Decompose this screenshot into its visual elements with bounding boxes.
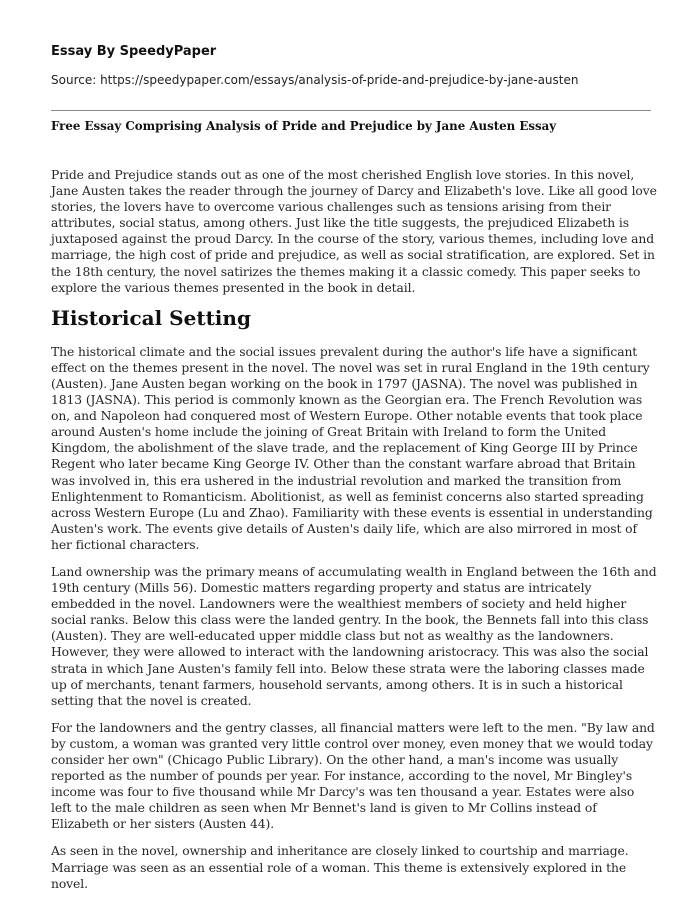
essay-title: Free Essay Comprising Analysis of Pride and Prejudice by Jane Austen Essay xyxy=(51,119,557,133)
brand-title: Essay By SpeedyPaper xyxy=(51,44,217,59)
body-paragraph-4: As seen in the novel, ownership and inheritance are closely linked to courtship and marriage. Marriage was seen as an essential role of a woman. This theme is extensively explored in the novel. xyxy=(51,844,629,891)
source-line: Source: https://speedypaper.com/essays/analysis-of-pride-and-prejudice-by-jane-austen xyxy=(51,73,579,87)
header-divider xyxy=(51,110,651,111)
intro-paragraph: Pride and Prejudice stands out as one of the most cherished English love stories. In this novel, Jane Austen takes the reader through the journey of Darcy and Elizabeth's love. Like all good love stories, the lovers have to overcome various challenges such as tensions arising from their attributes, social status, among others. Just like the title suggests, the prejudiced Elizabeth is juxtaposed against the proud Darcy. In the course of the story, various themes, including love and marriage, the high cost of pride and prejudice, as well as social stratification, are explored. Set in the 18th century, the novel satirizes the themes making it a classic comedy. This paper seeks to explore the various themes presented in the book in detail. xyxy=(51,168,657,295)
body-paragraph-2: Land ownership was the primary means of accumulating wealth in England between the 16th and 19th century (Mills 56). Domestic matters regarding property and status are intricately embedded in the novel. Landowners were the wealthiest members of society and held higher social ranks. Below this class were the landed gentry. In the book, the Bennets fall into this class (Austen). They are well-educated upper middle class but not as wealthy as the landowners. However, they were allowed to interact with the landowning aristocracy. This was also the social strata in which Jane Austen's family fell into. Below these strata were the laboring classes made up of merchants, tenant farmers, household servants, among others. It is in such a historical setting that the novel is created. xyxy=(51,564,657,708)
essay-body xyxy=(51,167,657,903)
body-paragraph-3: For the landowners and the gentry classes, all financial matters were left to the men. "By law and by custom, a woman was granted very little control over money, even money that we would today consider her own" (Chicago Public Library). On the other hand, a man's income was usually reported as the number of pounds per year. For instance, according to the novel, Mr Bingley's income was four to five thousand while Mr Darcy's was ten thousand a year. Estates were also left to the male children as seen when Mr Bennet's land is given to Mr Collins instead of Elizabeth or her sisters (Austen 44). xyxy=(51,720,655,832)
body-paragraph-1: The historical climate and the social issues prevalent during the author's life have a significant effect on the themes present in the novel. The novel was set in rural England in the 19th century (Austen). Jane Austen began working on the book in 1797 (JASNA). The novel was published in 1813 (JASNA). This period is commonly known as the Georgian era. The French Revolution was on, and Napoleon had conquered most of Western Europe. Other notable events that took place around Austen's home include the joining of Great Britain with Ireland to form the United Kingdom, the abolishment of the slave trade, and the replacement of King George III by Prince Regent who later became King George IV. Other than the constant warfare abroad that Britain was involved in, this era ushered in the industrial revolution and marked the transition from Enlightenment to Romanticism. Abolitionist, as well as feminist concerns also started spreading across Western Europe (Lu and Zhao). Familiarity with these events is essential in understanding Austen's work. The events give details of Austen's daily life, which are also mirrored in most of her fictional characters. xyxy=(51,344,653,552)
section-heading: Historical Setting xyxy=(51,305,251,330)
